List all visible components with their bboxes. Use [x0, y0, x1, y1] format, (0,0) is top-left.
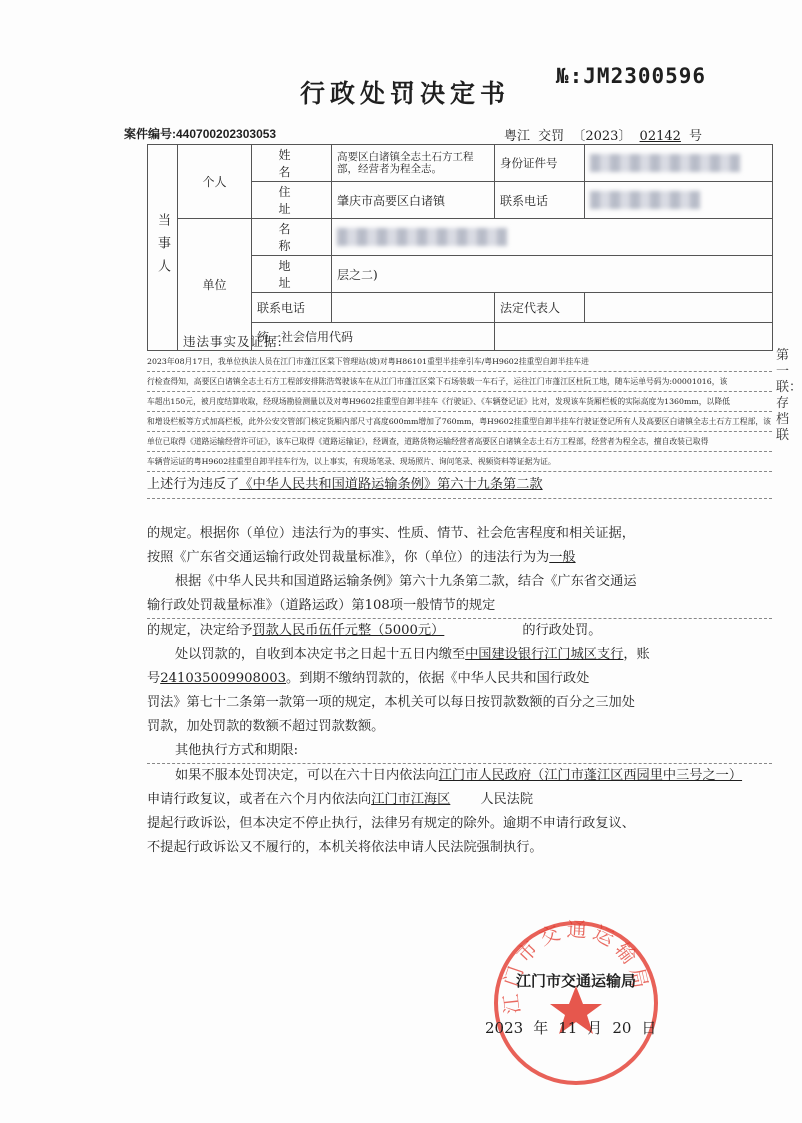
ref-suffix: 号 — [689, 129, 703, 144]
severity-value: 一般 — [549, 550, 576, 565]
org-name-label: 名 称 — [252, 219, 332, 256]
day-unit: 日 — [641, 1019, 657, 1037]
fact-line: 单位已取得《道路运输经营许可证》，该车已取得《道路运输证》，经调查，道路货物运输经营者高要区白诸镇全志土石方工程部，经营者为程全志，擅自改装已取得 — [147, 432, 772, 452]
para3-prefix: 的规定，决定给予 — [147, 623, 253, 638]
violated-intro: 上述行为违反了 — [147, 476, 240, 492]
para4d: 罚款，加处罚款的数额不超过罚款数额。 — [147, 719, 385, 734]
court-name: 江门市江海区 — [371, 792, 451, 807]
credit-code-label: 统一社会信用代码 — [252, 323, 495, 351]
penalty-amount: 罚款人民币伍仟元整（5000元） — [252, 623, 445, 638]
org-address-label: 地 址 — [252, 256, 332, 293]
document-title: 行政处罚决定书 — [300, 79, 511, 108]
fact-line: 车辆营运证的粤H9602挂重型自卸半挂车行为，以上事实，有现场笔录、现场照片、询问笔录、视频资料等证据为证。 — [147, 452, 772, 472]
legal-rep-value — [585, 293, 773, 323]
issuing-authority: 江门市交通运输局 — [516, 972, 637, 990]
phone-value — [585, 182, 773, 219]
para4c: 罚法》第七十二条第一款第一项的规定，本机关可以每日按罚款数额的百分之三加处 — [147, 695, 635, 710]
decision-section — [147, 522, 772, 860]
document-number: №:JM2300596 — [556, 64, 707, 88]
para2b: 输行政处罚裁量标准》（道路运政）第108项一般情节的规定 — [147, 594, 772, 619]
appeal-line3: 提起行政诉讼，但本决定不停止执行，法律另有规定的除外。逾期不申请行政复议、 — [147, 816, 635, 831]
year-unit: 年 — [533, 1019, 549, 1037]
org-phone-value — [332, 293, 495, 323]
issue-date — [480, 1017, 661, 1038]
fact-line: 行检查得知，高要区白诸镇全志土石方工程部安排陈浩驾驶该车在从江门市蓬江区棠下石场装载一车石子，运往江门市蓬江区杜阮工地，随车运单号码为:00001016，该 — [147, 372, 772, 392]
name-value: 高要区白诸镇全志土石方工程部，经营者为程全志。 — [332, 145, 495, 182]
para1b-prefix: 按照《广东省交通运输行政处罚裁量标准》，你（单位）的违法行为为 — [147, 550, 550, 565]
bank-name: 中国建设银行江门城区支行 — [465, 647, 624, 662]
account-label: 号 — [147, 671, 161, 686]
account-number: 241035009908003 — [160, 671, 287, 686]
ref-year: 〔2023〕 — [572, 129, 632, 144]
phone-label: 联系电话 — [495, 182, 585, 219]
individual-section-label: 个人 — [178, 145, 252, 219]
para4-prefix: 处以罚款的，自收到本决定书之日起十五日内缴至 — [175, 647, 466, 662]
issue-day: 20 — [612, 1019, 632, 1037]
para4-suffix: ，账 — [623, 647, 650, 662]
redacted-block — [590, 191, 700, 209]
id-label: 身份证件号 — [495, 145, 585, 182]
address-value: 肇庆市高要区白诸镇 — [332, 182, 495, 219]
fact-line: 和增设栏板等方式加高栏板，此外公安交管部门核定货厢内部尺寸高度600mm增加了760mm，粤H9602挂重型自卸半挂车行驶证登记所有人及高要区白诸镇全志土石方工程部，该 — [147, 412, 772, 432]
issue-month: 11 — [558, 1019, 578, 1037]
address-label: 住 址 — [252, 182, 332, 219]
redacted-block — [590, 154, 740, 172]
appeal-line4: 不提起行政诉讼又不履行的，本机关将依法申请人民法院强制执行。 — [147, 840, 543, 855]
review-body: 江门市人民政府（江门市蓬江区西园里中三号之一） — [438, 768, 743, 783]
appeal-mid: 申请行政复议，或者在六个月内依法向 — [147, 792, 372, 807]
legal-rep-label: 法定代表人 — [495, 293, 585, 323]
violated-law: 《中华人民共和国道路运输条例》第六十九条第二款 — [239, 476, 543, 492]
id-value — [585, 145, 773, 182]
org-name-value — [332, 219, 773, 256]
name-label: 姓 名 — [252, 145, 332, 182]
organization-section-label: 单位 — [178, 219, 252, 351]
month-unit: 月 — [587, 1019, 603, 1037]
org-address-value: 层之二) — [332, 256, 773, 293]
para2a: 根据《中华人民共和国道路运输条例》第六十九条第二款，结合《广东省交通运 — [175, 574, 637, 589]
para4b: 。到期不缴纳罚款的，依据《中华人民共和国行政处 — [286, 671, 590, 686]
org-phone-label: 联系电话 — [252, 293, 332, 323]
seal-arc-text: 江门市交通运输局 — [498, 918, 654, 1016]
fact-line: 2023年08月17日，我单位执法人员在江门市蓬江区棠下管理站(坡)对粤H86101重型半挂牵引车/粤H9602挂重型自卸半挂车进 — [147, 352, 772, 372]
archive-stub-label: 第一联：存档联 — [776, 348, 802, 443]
violated-law-line — [147, 472, 772, 499]
case-number: 案件编号:440700202303053 — [124, 127, 277, 141]
ref-type: 交罚 — [538, 129, 565, 144]
ref-prefix: 粤江 — [504, 129, 531, 144]
party-group-label: 当事人 — [148, 145, 178, 351]
para3-suffix: 的行政处罚。 — [522, 623, 602, 638]
issue-year: 2023 — [485, 1019, 524, 1037]
appeal-prefix: 如果不服本处罚决定，可以在六十日内依法向 — [175, 768, 439, 783]
fact-line: 车超出150元，被月度结算收取，经现场勘验测量以及对粤H9602挂重型自卸半挂车《行驶证》、《车辆登记证》比对，发现该车货厢栏板的实际高度为1360mm，以降低 — [147, 392, 772, 412]
violation-heading: 违法事实及证据: — [183, 334, 283, 349]
para1a: 的规定。根据你（单位）违法行为的事实、性质、情节、社会危害程度和相关证据， — [147, 526, 635, 541]
party-table — [147, 144, 773, 351]
official-seal — [491, 918, 661, 1088]
other-enforcement: 其他执行方式和期限: — [147, 739, 772, 764]
reference-number — [504, 125, 706, 144]
appeal-suffix: 人民法院 — [480, 792, 534, 807]
redacted-block — [337, 228, 507, 246]
ref-serial: 02142 — [639, 129, 681, 144]
violation-section — [147, 332, 772, 499]
